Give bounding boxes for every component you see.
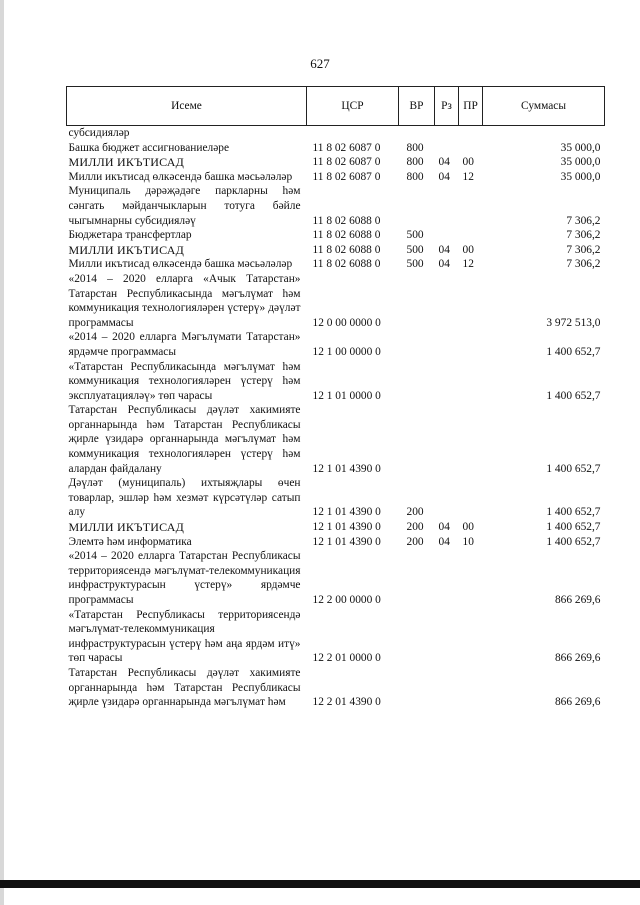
cell-sum: 866 269,6 — [554, 652, 601, 665]
table-row — [67, 243, 605, 258]
cell-rz — [435, 476, 459, 520]
header-sum: Суммасы — [483, 87, 605, 126]
cell-sum: 7 306,2 — [566, 214, 601, 227]
cell-pr — [459, 476, 483, 520]
cell-csr: 11 8 02 6087 0 — [312, 170, 381, 183]
cell-name: Татарстан Республикасы дәүләт хакимияте органнарында һәм Татарстан Республикасы җирле үзидарә органнарында мәгълүмат һәм коммуникация технологияләрен үстерү һәм алардан файдалану — [68, 404, 301, 475]
cell-name: «Татарстан Республикасында мәгълүмат һәм коммуникация технологияләрен үстерү һәм эксплуатацияләү» төп чарасы — [68, 360, 301, 402]
cell-pr: 12 — [462, 258, 474, 271]
cell-sum: 3 972 513,0 — [546, 316, 601, 329]
table-header-row — [67, 87, 605, 126]
cell-name: МИЛЛИ ИКЪТИСАД — [68, 520, 184, 535]
cell-rz — [435, 228, 459, 243]
table-row — [67, 228, 605, 243]
cell-sum: 35 000,0 — [560, 141, 601, 154]
cell-rz — [435, 666, 459, 710]
cell-rz: 04 — [438, 170, 450, 183]
cell-name: Бюджетара трансфертлар — [68, 229, 192, 242]
cell-sum: 1 400 652,7 — [546, 521, 601, 534]
cell-sum: 1 400 652,7 — [546, 389, 601, 402]
cell-name: МИЛЛИ ИКЪТИСАД — [68, 155, 184, 170]
table-row — [67, 257, 605, 272]
cell-csr: 12 2 01 4390 0 — [312, 696, 381, 709]
table-row — [67, 126, 605, 141]
table-row — [67, 549, 605, 607]
table-row — [67, 360, 605, 404]
cell-sum: 866 269,6 — [554, 594, 601, 606]
table-row — [67, 666, 605, 710]
cell-name: Милли икътисад өлкәсендә башка мәсьәләләр — [68, 258, 293, 271]
table-row — [67, 403, 605, 476]
cell-rz: 04 — [438, 258, 450, 271]
cell-pr: 00 — [462, 156, 474, 169]
cell-name: «2014 – 2020 елларга «Ачык Татарстан» Татарстан Республикасында мәгълүмат һәм коммуникация технологияләрен үстерү» дәүләт программасы — [68, 272, 301, 329]
cell-csr: 11 8 02 6087 0 — [312, 141, 381, 154]
cell-name: «2014 – 2020 елларга Мәгълүмати Татарстан» ярдәмче программасы — [68, 331, 301, 358]
cell-pr — [459, 330, 483, 359]
cell-vr — [399, 272, 435, 330]
cell-vr — [399, 403, 435, 476]
cell-vr: 200 — [406, 521, 424, 534]
cell-sum — [483, 126, 605, 141]
cell-rz — [435, 330, 459, 359]
table-row — [67, 535, 605, 550]
cell-rz — [435, 403, 459, 476]
cell-pr — [459, 666, 483, 710]
table-row — [67, 608, 605, 666]
cell-pr — [459, 403, 483, 476]
cell-vr: 500 — [406, 243, 424, 256]
cell-sum: 35 000,0 — [560, 170, 601, 183]
cell-sum: 7 306,2 — [566, 243, 601, 256]
cell-sum: 35 000,0 — [560, 156, 601, 169]
cell-pr — [459, 184, 483, 228]
table-row — [67, 141, 605, 156]
table-row — [67, 330, 605, 359]
cell-rz: 04 — [438, 521, 450, 534]
cell-rz — [435, 608, 459, 666]
cell-name: Элемтә һәм информатика — [68, 535, 192, 548]
cell-csr: 12 1 01 0000 0 — [312, 389, 381, 402]
cell-rz: 04 — [438, 243, 450, 256]
cell-pr — [459, 228, 483, 243]
cell-pr: 00 — [462, 243, 474, 256]
cell-csr — [307, 126, 399, 141]
cell-csr: 11 8 02 6088 0 — [312, 214, 381, 227]
cell-rz — [435, 549, 459, 607]
cell-rz — [435, 272, 459, 330]
cell-csr: 12 2 00 0000 0 — [312, 594, 381, 606]
cell-csr: 12 0 00 0000 0 — [312, 316, 381, 329]
cell-vr — [399, 184, 435, 228]
table-row — [67, 520, 605, 535]
cell-name: Милли икътисад өлкәсендә башка мәсьәләләр — [68, 170, 293, 183]
cell-vr: 800 — [406, 170, 424, 183]
cell-csr: 12 1 01 4390 0 — [312, 535, 381, 548]
table-row — [67, 476, 605, 520]
cell-csr: 12 1 01 4390 0 — [312, 521, 381, 534]
cell-vr: 500 — [406, 258, 424, 271]
cell-name: Муниципаль дәрәҗәдәге паркларны һәм сәнгать мәйданчыкларын тотуга бәйле чыгымнарны субсидияләү — [68, 185, 301, 227]
cell-csr: 11 8 02 6087 0 — [312, 156, 381, 169]
cell-name: Татарстан Республикасы дәүләт хакимияте органнарында һәм Татарстан Республикасы җирле үзидарә органнарында мәгълүмат һәм — [68, 666, 301, 709]
cell-sum: 1 400 652,7 — [546, 462, 601, 475]
cell-name: МИЛЛИ ИКЪТИСАД — [68, 242, 184, 257]
cell-csr: 12 1 01 4390 0 — [312, 506, 381, 519]
header-rz: Рз — [435, 87, 459, 126]
cell-sum: 1 400 652,7 — [546, 345, 601, 358]
cell-pr: 00 — [462, 521, 474, 534]
header-vr: ВР — [399, 87, 435, 126]
cell-csr: 12 1 01 4390 0 — [312, 462, 381, 475]
cell-name: Дәүләт (муниципаль) ихтыяҗлары өчен товарлар, эшләр һәм хезмәт күрсәтүләр сатып алу — [68, 477, 301, 519]
cell-vr: 200 — [406, 506, 424, 519]
cell-rz — [435, 360, 459, 404]
cell-sum: 7 306,2 — [566, 229, 601, 242]
cell-vr — [399, 360, 435, 404]
cell-pr: 10 — [462, 535, 474, 548]
header-pr: ПР — [459, 87, 483, 126]
cell-vr: 200 — [406, 535, 424, 548]
cell-csr: 11 8 02 6088 0 — [312, 258, 381, 271]
budget-table-container — [66, 86, 604, 710]
cell-rz — [435, 141, 459, 156]
cell-rz — [435, 184, 459, 228]
cell-vr — [399, 330, 435, 359]
header-csr: ЦСР — [307, 87, 399, 126]
cell-csr: 12 2 01 0000 0 — [312, 652, 381, 665]
cell-pr — [459, 549, 483, 607]
cell-name: «Татарстан Республикасы территориясендә мәгълүмат-телекоммуникация инфраструктурасын үстерү һәм аңа ярдәм итү» төп чарасы — [68, 608, 301, 665]
scan-edge-shadow — [0, 0, 4, 905]
cell-rz: 04 — [438, 156, 450, 169]
header-name: Исеме — [67, 87, 307, 126]
cell-pr — [459, 141, 483, 156]
cell-vr — [399, 549, 435, 607]
cell-pr — [459, 608, 483, 666]
cell-sum: 866 269,6 — [554, 696, 601, 709]
table-row — [67, 184, 605, 228]
scan-bottom-edge — [0, 880, 640, 888]
cell-pr — [459, 126, 483, 141]
cell-name: Башка бюджет ассигнованиеләре — [68, 141, 230, 154]
cell-vr: 800 — [406, 156, 424, 169]
cell-csr: 11 8 02 6088 0 — [312, 243, 381, 256]
cell-pr: 12 — [462, 170, 474, 183]
budget-table — [66, 86, 605, 710]
cell-name: «2014 – 2020 елларга Татарстан Республикасы территориясендә мәгълүмат-телекоммуникация инфраструктурасын үстерү» ярдәмче программасы — [68, 550, 301, 606]
cell-vr: 800 — [406, 141, 424, 154]
table-body — [67, 126, 605, 710]
cell-sum: 7 306,2 — [566, 258, 601, 271]
cell-name: субсидияләр — [68, 127, 130, 139]
cell-csr: 12 1 00 0000 0 — [312, 345, 381, 358]
cell-sum: 1 400 652,7 — [546, 535, 601, 548]
table-row — [67, 272, 605, 330]
table-row — [67, 170, 605, 185]
table-row — [67, 155, 605, 170]
cell-vr — [399, 608, 435, 666]
cell-pr — [459, 272, 483, 330]
cell-rz — [435, 126, 459, 141]
cell-sum: 1 400 652,7 — [546, 506, 601, 519]
page-number: 627 — [310, 56, 330, 71]
cell-pr — [459, 360, 483, 404]
cell-vr: 500 — [406, 229, 424, 242]
cell-vr — [399, 666, 435, 710]
cell-csr: 11 8 02 6088 0 — [312, 229, 381, 242]
cell-vr — [399, 126, 435, 141]
cell-rz: 04 — [438, 535, 450, 548]
